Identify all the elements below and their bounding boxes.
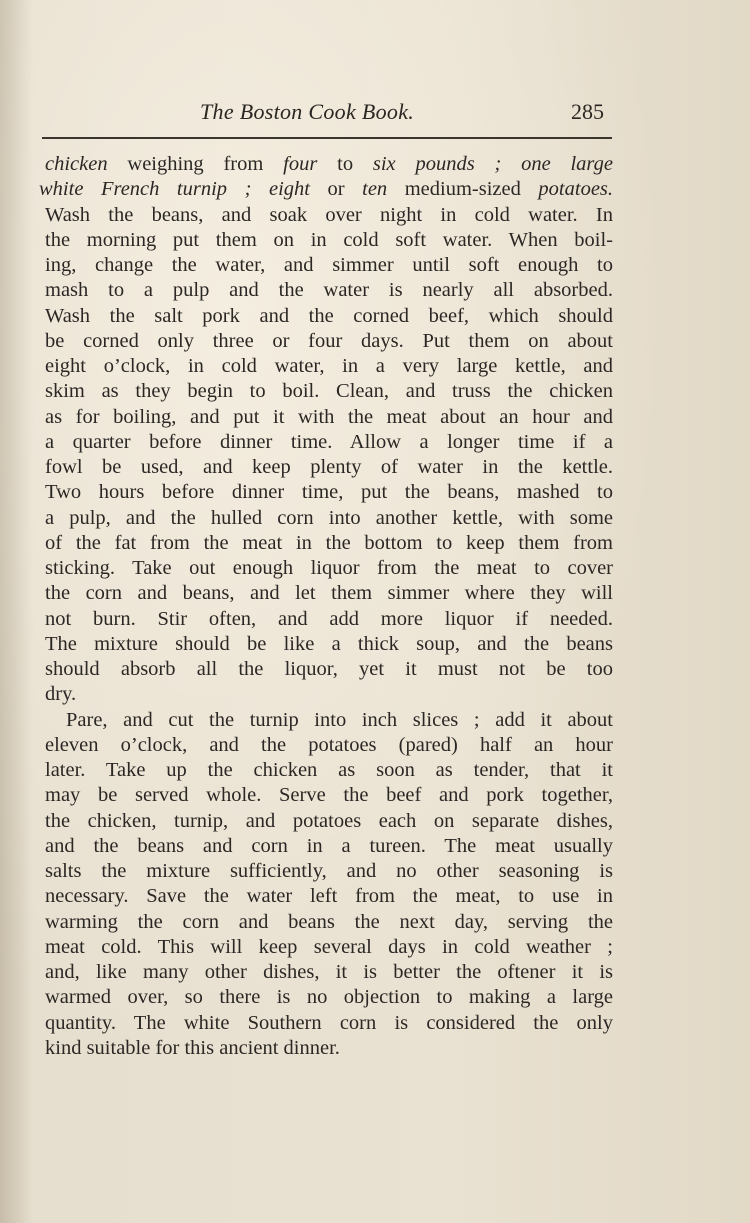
text-segment: ing, change the water, and simmer until soft enough to: [45, 254, 613, 276]
text-segment: weighing from: [107, 153, 284, 175]
text-line: [45, 152, 613, 177]
header-rule: [42, 137, 612, 139]
text-segment: the morning put them on in cold soft water. When boil-: [45, 228, 613, 251]
text-segment: Two hours before dinner time, put the beans, mashed to: [45, 481, 613, 504]
text-line: [45, 480, 613, 505]
text-line: [45, 228, 613, 253]
page-gutter-shadow: [0, 0, 34, 1223]
text-line: [45, 1036, 613, 1061]
text-line: [45, 354, 613, 379]
text-line: [45, 733, 613, 758]
text-line: [45, 910, 613, 935]
text-segment: and, like many other dishes, it is better the oftener it is: [45, 961, 613, 983]
text-segment: mash to a pulp and the water is nearly all absorbed.: [45, 279, 613, 302]
text-segment: be corned only three or four days. Put them on about: [45, 329, 613, 352]
text-line: [45, 278, 613, 303]
text-segment: should absorb all the liquor, yet it must not be too: [45, 658, 613, 680]
body-text: [39, 152, 614, 1061]
text-line: [45, 985, 613, 1010]
text-line: [45, 1011, 613, 1036]
text-segment: eleven o’clock, and the potatoes (pared) half an hour: [45, 733, 613, 756]
text-line: [45, 556, 613, 581]
italic-text: ten: [362, 178, 388, 201]
text-segment: The mixture should be like a thick soup, and the beans: [45, 632, 613, 655]
italic-text: potatoes.: [538, 178, 614, 201]
text-segment: medium-sized: [387, 178, 539, 201]
text-line: [45, 253, 613, 278]
text-line: [45, 581, 613, 606]
text-line: [45, 304, 613, 329]
text-line: [45, 758, 613, 783]
text-segment: of the fat from the meat in the bottom to keep them from: [45, 531, 613, 554]
italic-text: six pounds ; one large: [372, 153, 613, 175]
text-segment: skim as they begin to boil. Clean, and truss the chicken: [45, 380, 613, 403]
text-line: [45, 379, 613, 404]
text-segment: sticking. Take out enough liquor from the meat to cover: [45, 557, 613, 579]
text-segment: necessary. Save the water left from the meat, to use in: [45, 885, 613, 908]
text-line: [45, 657, 613, 682]
text-segment: later. Take up the chicken as soon as tender, that it: [45, 759, 613, 781]
text-line: [45, 203, 613, 228]
text-segment: a quarter before dinner time. Allow a longer time if a: [45, 430, 613, 453]
text-line: [45, 809, 613, 834]
text-segment: Wash the salt pork and the corned beef, which should: [45, 304, 613, 327]
text-segment: the corn and beans, and let them simmer where they will: [45, 582, 613, 605]
text-line: [45, 708, 613, 733]
text-segment: not burn. Stir often, and add more liquor if needed.: [45, 607, 613, 630]
text-line: [45, 834, 613, 859]
italic-text: four: [283, 153, 318, 175]
text-line: [45, 430, 613, 455]
text-segment: warmed over, so there is no objection to making a large: [45, 986, 613, 1009]
text-line: [39, 177, 613, 202]
text-line: [45, 682, 613, 707]
text-segment: meat cold. This will keep several days in cold weather ;: [45, 935, 613, 958]
text-segment: eight o’clock, in cold water, in a very large kettle, and: [45, 355, 613, 377]
text-segment: quantity. The white Southern corn is considered the only: [45, 1011, 613, 1034]
text-segment: Wash the beans, and soak over night in cold water. In: [45, 203, 613, 226]
text-line: [45, 607, 613, 632]
italic-text: chicken: [45, 153, 108, 175]
text-line: [45, 960, 613, 985]
text-line: [45, 531, 613, 556]
text-line: [45, 506, 613, 531]
page-number: 285: [571, 99, 604, 124]
text-line: [45, 329, 613, 354]
text-segment: as for boiling, and put it with the meat about an hour and: [45, 405, 613, 428]
running-head: The Boston Cook Book.: [200, 99, 415, 124]
text-segment: Pare, and cut the turnip into inch slices ; add it about: [66, 708, 613, 731]
text-line: [45, 632, 613, 657]
text-segment: and the beans and corn in a tureen. The meat usually: [45, 834, 613, 857]
text-segment: salts the mixture sufficiently, and no other seasoning is: [45, 860, 613, 882]
text-segment: the chicken, turnip, and potatoes each on separate dishes,: [45, 809, 613, 832]
text-line: [45, 455, 613, 480]
italic-text: white French turnip ; eight: [39, 178, 310, 201]
text-segment: dry.: [45, 683, 77, 706]
text-segment: kind suitable for this ancient dinner.: [45, 1036, 340, 1059]
text-line: [45, 783, 613, 808]
text-segment: or: [309, 178, 363, 201]
text-segment: warming the corn and beans the next day, serving the: [45, 910, 613, 933]
text-line: [45, 859, 613, 884]
text-segment: a pulp, and the hulled corn into another kettle, with some: [45, 506, 613, 529]
text-line: [45, 405, 613, 430]
text-segment: fowl be used, and keep plenty of water in the kettle.: [45, 456, 613, 478]
text-line: [45, 884, 613, 909]
text-segment: may be served whole. Serve the beef and pork together,: [45, 784, 613, 807]
text-segment: to: [317, 153, 373, 175]
text-line: [45, 935, 613, 960]
